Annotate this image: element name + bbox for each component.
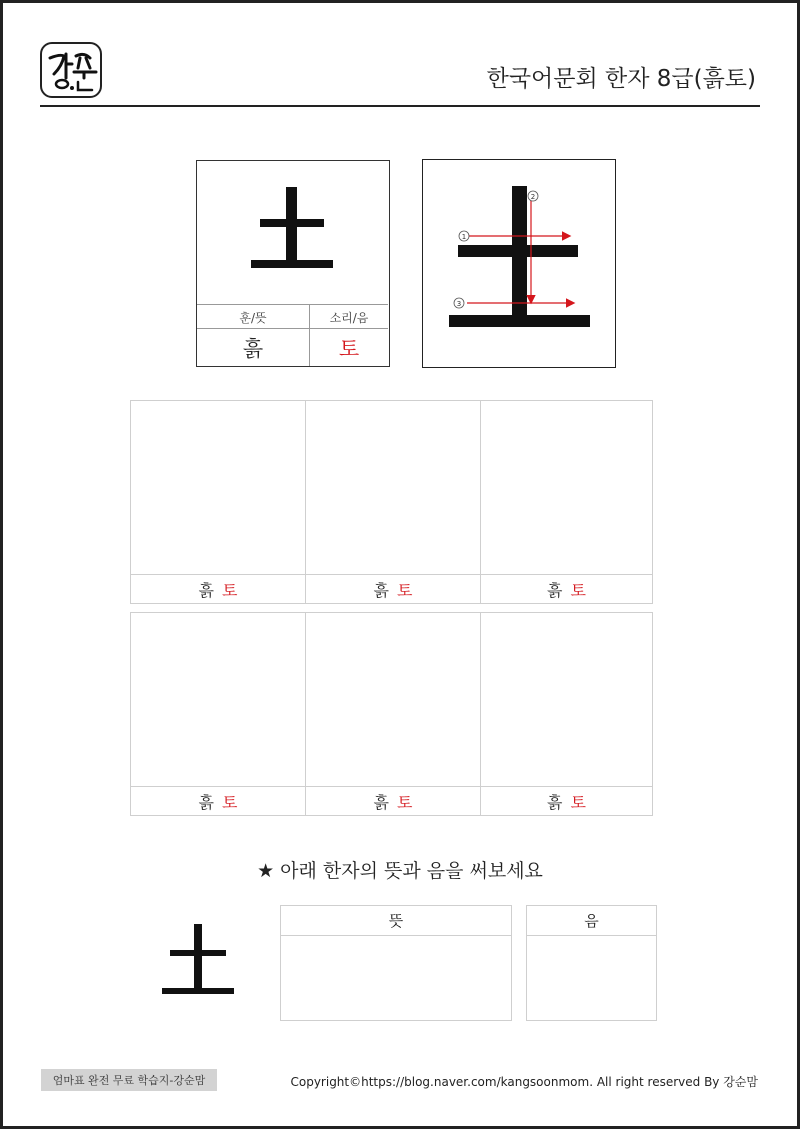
practice-caption [481, 786, 652, 816]
info-value-row [197, 328, 388, 366]
caption-meaning: 흙 [373, 581, 389, 600]
caption-meaning: 흙 [547, 793, 563, 812]
caption-meaning: 흙 [198, 793, 214, 812]
svg-text:2: 2 [530, 193, 536, 201]
practice-caption [481, 574, 652, 604]
stroke-order-glyph [449, 186, 590, 327]
practice-caption [131, 574, 305, 604]
svg-text:3: 3 [456, 300, 462, 308]
stroke-number-2 [528, 191, 538, 201]
practice-caption [306, 786, 480, 816]
stroke-order-card [422, 159, 616, 368]
caption-meaning: 흙 [373, 793, 389, 812]
caption-meaning: 흙 [198, 581, 214, 600]
character-info-card [196, 160, 390, 367]
practice-cell [306, 613, 481, 815]
quiz-instruction: ★ 아래 한자의 뜻과 음을 써보세요 [257, 860, 543, 882]
writing-box[interactable] [306, 401, 480, 574]
quiz-sound-box [526, 905, 657, 1021]
caption-meaning: 흙 [547, 581, 563, 600]
practice-cell [131, 613, 306, 815]
quiz-meaning-box [280, 905, 512, 1021]
caption-sound: 토 [222, 793, 238, 812]
svg-text:1: 1 [461, 233, 467, 241]
footer-badge: 엄마표 완전 무료 학습지-강순맘 [41, 1069, 217, 1091]
footer-copyright: Copyright©https://blog.naver.com/kangsoonmom. All right reserved By 강순맘 [290, 1075, 758, 1089]
page-title: 한국어문회 한자 8급(흙토) [486, 66, 756, 92]
info-label-row [197, 304, 388, 329]
caption-sound: 토 [570, 793, 586, 812]
main-character-glyph [197, 161, 388, 304]
practice-grid-row-2 [130, 612, 653, 816]
header-divider [40, 105, 760, 107]
practice-cell [131, 401, 306, 603]
quiz-sound-header: 음 [527, 906, 656, 936]
brand-logo [40, 42, 102, 98]
caption-sound: 토 [397, 793, 413, 812]
practice-grid-row-1 [130, 400, 653, 604]
writing-box[interactable] [306, 613, 480, 786]
practice-caption [131, 786, 305, 816]
practice-cell [481, 401, 652, 603]
caption-sound: 토 [570, 581, 586, 600]
practice-caption [306, 574, 480, 604]
stroke-number-1 [459, 231, 469, 241]
caption-sound: 토 [397, 581, 413, 600]
practice-cell [306, 401, 481, 603]
writing-box[interactable] [481, 401, 652, 574]
sound-value: 토 [338, 336, 360, 361]
meaning-label: 훈/뜻 [197, 305, 310, 329]
practice-cell [481, 613, 652, 815]
sound-label: 소리/음 [329, 310, 369, 325]
meaning-value: 흙 [197, 329, 310, 366]
quiz-meaning-header: 뜻 [281, 906, 511, 936]
quiz-character-glyph [160, 920, 236, 996]
stroke-number-3 [454, 298, 464, 308]
writing-box[interactable] [481, 613, 652, 786]
caption-sound: 토 [222, 581, 238, 600]
writing-box[interactable] [131, 401, 305, 574]
writing-box[interactable] [131, 613, 305, 786]
